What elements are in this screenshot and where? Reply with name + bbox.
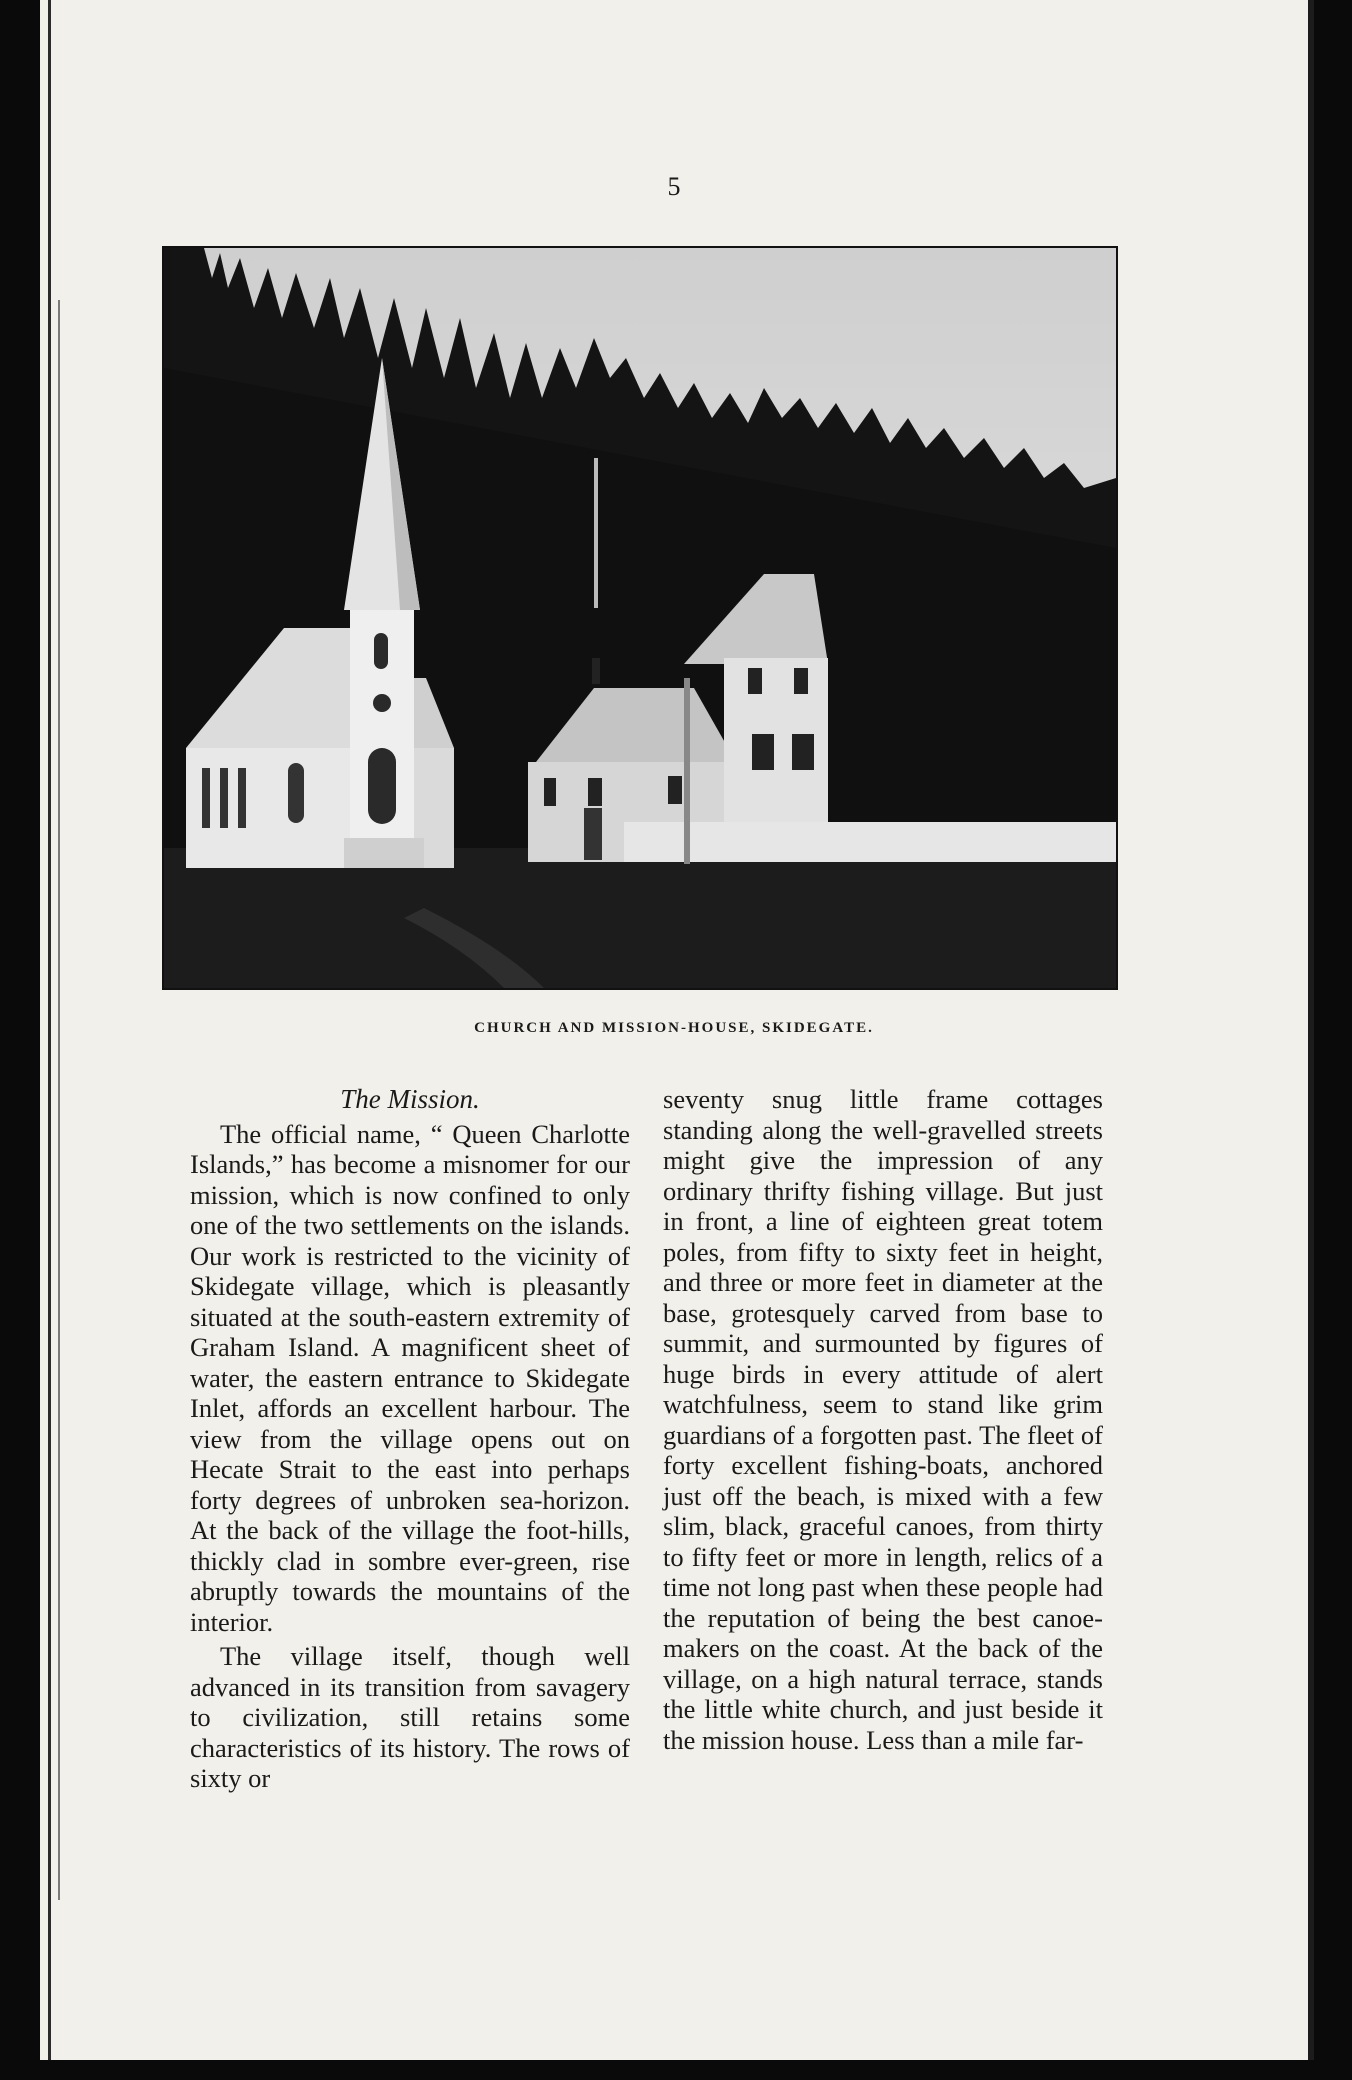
page-number: 5 — [667, 172, 681, 201]
scanned-page — [40, 0, 1314, 2060]
church-mission-house-photo — [162, 246, 1118, 990]
paragraph: The village itself, though well advanced in its transition from savagery to civilization, still retains some characteristics of its history. The rows of sixty or — [190, 1641, 630, 1793]
paragraph: The official name, “ Queen Charlotte Islands,” has become a misnomer for our mission, which is now confined to only one of the two settlements on the islands. Our work is restricted to the vicinity of Skidegate village, which is pleasantly situated at the south-eastern extremity of Graham Island. A magnificent sheet of water, the eastern entrance to Skidegate Inlet, affords an excellent harbour. The view from the village opens out on Hecate Strait to the east into perhaps forty degrees of unbroken sea-horizon. At the back of the village the foot-hills, thickly clad in sombre ever-green, rise abruptly towards the mountains of the interior. — [190, 1118, 630, 1637]
section-heading: The Mission. — [340, 1084, 480, 1114]
photo-caption: CHURCH AND MISSION-HOUSE, SKIDEGATE. — [474, 1020, 874, 1036]
left-column — [190, 1084, 630, 1794]
right-column — [663, 1084, 1103, 1755]
binding-crease — [58, 300, 60, 1900]
paragraph-continued: seventy snug little frame cottages standing along the well-gravelled streets might give the impression of any ordinary thrifty fishing village. But just in front, a line of eighteen great totem poles, from fifty to sixty feet in height, and three or more feet in diameter at the base, grotesquely carved from base to summit, and surmounted by figures of huge birds in every attitude of alert watchfulness, seem to stand like grim guardians of a forgotten past. The fleet of forty excellent fishing-boats, anchored just off the beach, is mixed with a few slim, black, graceful canoes, from thirty to fifty feet or more in length, relics of a time not long past when these people had the reputation of being the best canoe-makers on the coast. At the back of the village, on a high natural terrace, stands the little white church, and just beside it the mission house. Less than a mile far- — [663, 1084, 1103, 1755]
